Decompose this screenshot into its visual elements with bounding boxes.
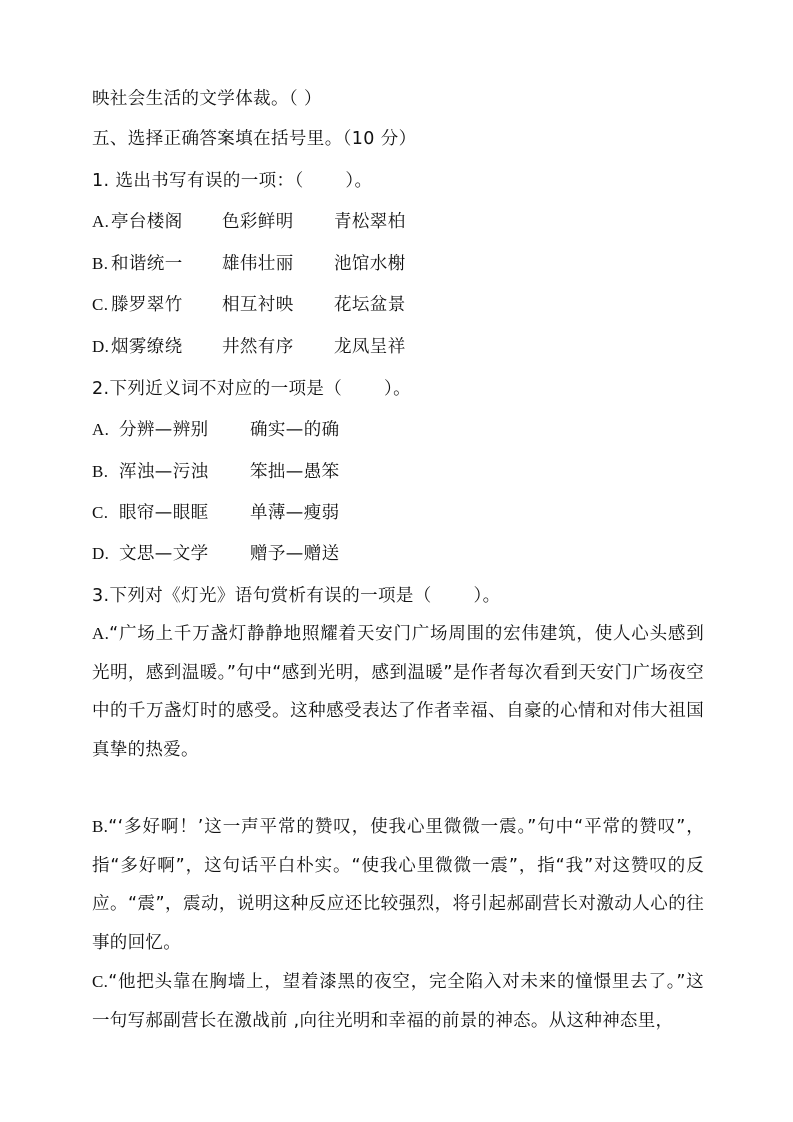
option-item: 笨拙—愚笨 xyxy=(250,462,340,482)
option-item: 赠予—赠送 xyxy=(250,544,340,564)
option-item: 亭台楼阁 xyxy=(111,212,183,232)
option-item: 滕罗翠竹 xyxy=(111,295,183,315)
question-3-stem: 3.下列对《灯光》语句赏析有误的一项是（ ）。 xyxy=(92,586,501,606)
option-label: C. xyxy=(92,972,109,991)
option-item: 分辨—辨别 xyxy=(119,420,209,440)
question-3-option-a xyxy=(92,615,704,769)
option-item: 浑浊—污浊 xyxy=(119,462,209,482)
option-item: 文思—文学 xyxy=(119,544,209,564)
option-text: “他把头靠在胸墙上，望着漆黑的夜空，完全陷入对未来的憧憬里去了。”这一句写郝副营长在激战前 ,向往光明和幸福的前景的神态。从这种神态里， xyxy=(92,972,704,1031)
previous-question-tail: 映社会生活的文学体裁。（ ） xyxy=(92,89,322,109)
option-label: A. xyxy=(92,624,110,643)
option-item: 井然有序 xyxy=(222,337,294,357)
option-text: “‘多好啊！’这一声平常的赞叹，使我心里微微一震。”句中“平常的赞叹”，指“多好啊”，这句话平白朴实。“使我心里微微一震”，指“我”对这赞叹的反应。“震”，震动，说明这种反应还比较强烈，将引起郝副营长对激动人心的往事的回忆。 xyxy=(92,817,704,953)
option-item: 雄伟壮丽 xyxy=(222,254,294,274)
option-item: 烟雾缭绕 xyxy=(111,337,183,357)
option-item: 单薄—瘦弱 xyxy=(250,503,340,523)
option-item: 青松翠柏 xyxy=(334,212,406,232)
option-item: 确实—的确 xyxy=(250,420,340,440)
section-heading: 五、选择正确答案填在括号里。（10 分） xyxy=(92,129,417,149)
option-label: A. xyxy=(92,212,110,231)
option-label: B. xyxy=(92,254,109,273)
question-3-option-c xyxy=(92,963,704,1040)
option-item: 色彩鲜明 xyxy=(222,212,294,232)
option-label: A. xyxy=(92,420,110,439)
option-item: 和谐统一 xyxy=(111,254,183,274)
option-label: B. xyxy=(92,462,109,481)
option-item: 池馆水榭 xyxy=(334,254,406,274)
question-1-stem: 1. 选出书写有误的一项：（ ）。 xyxy=(92,171,373,191)
option-item: 花坛盆景 xyxy=(334,295,406,315)
option-label: D. xyxy=(92,544,110,563)
option-label: D. xyxy=(92,337,110,356)
question-2-stem: 2.下列近义词不对应的一项是（ ）。 xyxy=(92,379,412,399)
option-label: C. xyxy=(92,295,109,314)
option-item: 眼帘—眼眶 xyxy=(119,503,209,523)
option-item: 龙凤呈祥 xyxy=(334,337,406,357)
option-text: “广场上千万盏灯静静地照耀着天安门广场周围的宏伟建筑，使人心头感到光明，感到温暖。”句中“感到光明，感到温暖”是作者每次看到天安门广场夜空中的千万盏灯时的感受。这种感受表达了作者幸福、自豪的心情和对伟大祖国真挚的热爱。 xyxy=(92,624,704,760)
question-3-option-b xyxy=(92,808,704,962)
option-label: B. xyxy=(92,817,109,836)
option-label: C. xyxy=(92,503,109,522)
option-item: 相互衬映 xyxy=(222,295,294,315)
